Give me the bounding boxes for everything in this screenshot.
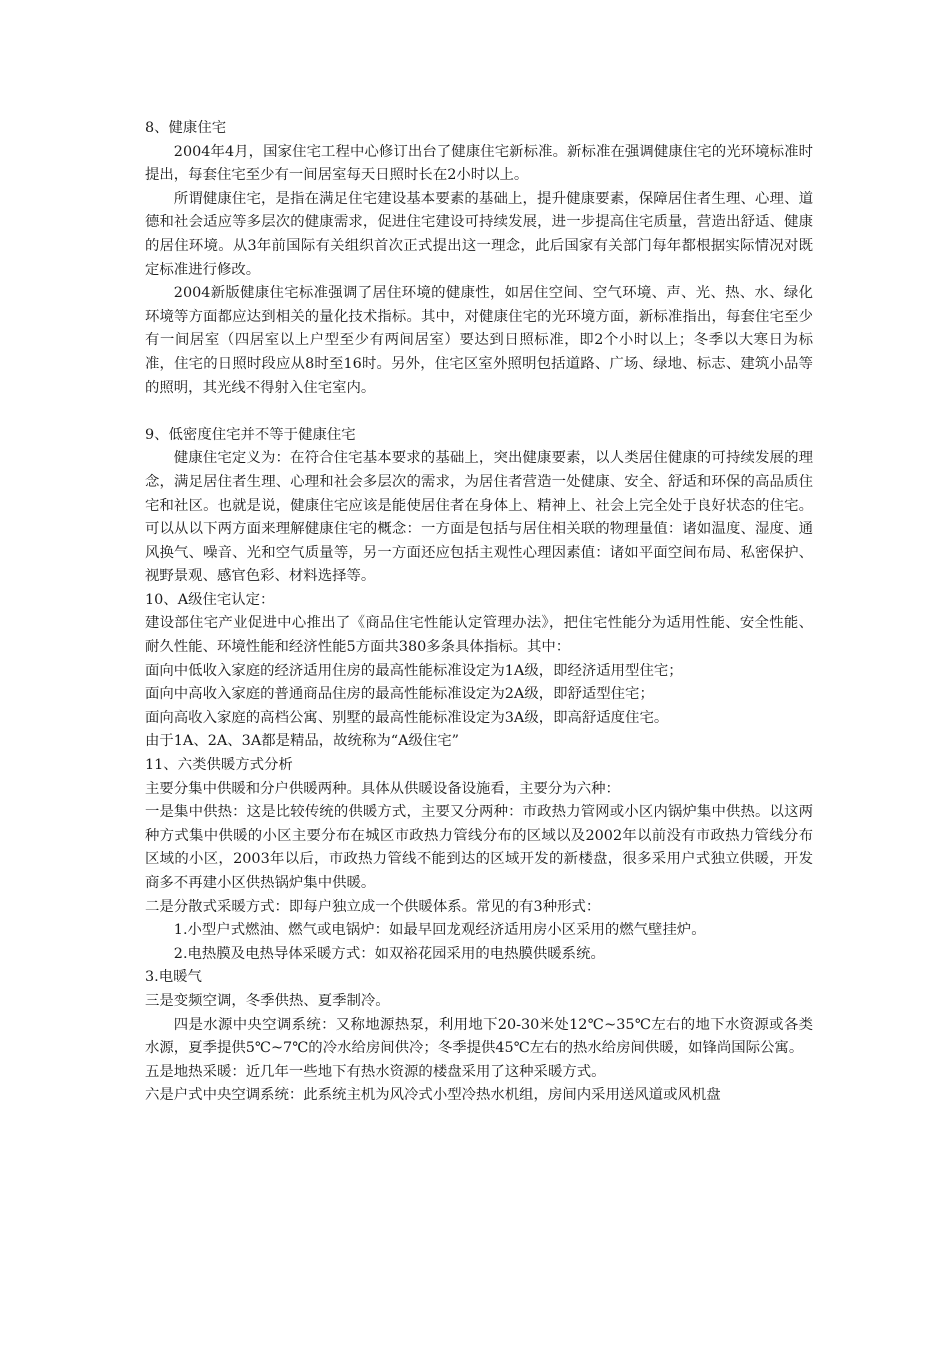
section-9-paragraph-1: 健康住宅定义为：在符合住宅基本要求的基础上，突出健康要素，以人类居住健康的可持续发展的理念，满足居住者生理、心理和社会多层次的需求，为居住者营造一处健康、安全、舒适和环保的高品质住宅和社区。也就是说，健康住宅应该是能使居住者在身体上、精神上、社会上完全处于良好状态的住宅。可以从以下两方面来理解健康住宅的概念：一方面是包括与居住相关联的物理量值：诸如温度、湿度、通风换气、噪音、光和空气质量等，另一方面还应包括主观性心理因素值：诸如平面空间布局、私密保护、视野景观、感官色彩、材料选择等。 [145,450,813,585]
section-10-line-3: 面向中高收入家庭的普通商品住房的最高性能标准设定为2A级，即舒适型住宅； [145,686,654,703]
section-11-line-2: 一是集中供热：这是比较传统的供暖方式，主要又分两种：市政热力管网或小区内锅炉集中供热。以这两种方式集中供暖的小区主要分布在城区市政热力管线分布的区域以及2002年以前没有市政热力管线分布区域的小区，2003年以后，市政热力管线不能到达的区域开发的新楼盘，很多采用户式独立供暖，开发商多不再建小区供热锅炉集中供暖。 [145,804,813,891]
section-10-line-4: 面向高收入家庭的高档公寓、别墅的最高性能标准设定为3A级，即高舒适度住宅。 [145,709,669,726]
section-11-heading: 11、六类供暖方式分析 [145,757,293,774]
section-10-line-1: 建设部住宅产业促进中心推出了《商品住宅性能认定管理办法》，把住宅性能分为适用性能、安全性能、耐久性能、环境性能和经济性能5方面共380多条具体指标。其中： [145,615,813,656]
section-11-tail-line-2: 三是变频空调，冬季供热、夏季制冷。 [145,992,390,1009]
section-11-final-line-1: 五是地热采暖：近几年一些地下有热水资源的楼盘采用了这种采暖方式。 [145,1063,606,1080]
section-spacer [145,400,813,424]
section-11-indented-paragraph: 四是水源中央空调系统：又称地源热泵，利用地下20-30米处12℃~35℃左右的地下水资源或各类水源，夏季提供5℃~7℃的冷水给房间供冷；冬季提供45℃左右的热水给房间供暖，如锋尚国际公寓。 [145,1016,813,1057]
section-8-paragraph-1: 2004年4月，国家住宅工程中心修订出台了健康住宅新标准。新标准在强调健康住宅的光环境标准时提出，每套住宅至少有一间居室每天日照时长在2小时以上。 [145,143,813,184]
section-8-paragraph-3: 2004新版健康住宅标准强调了居住环境的健康性，如居住空间、空气环境、声、光、热、水、绿化环境等方面都应达到相关的量化技术指标。其中，对健康住宅的光环境方面，新标准指出，每套住宅至少有一间居室（四居室以上户型至少有两间居室）要达到日照标准，即2个小时以上；冬季以大寒日为标准，住宅的日照时段应从8时至16时。另外，住宅区室外照明包括道路、广场、绿地、标志、建筑小品等的照明，其光线不得射入住宅室内。 [145,285,813,396]
section-10-line-2: 面向中低收入家庭的经济适用住房的最高性能标准设定为1A级，即经济适用型住宅； [145,662,683,679]
section-8-paragraph-2: 所谓健康住宅，是指在满足住宅建设基本要素的基础上，提升健康要素，保障居住者生理、心理、道德和社会适应等多层次的健康需求，促进住宅建设可持续发展，进一步提高住宅质量，营造出舒适、健康的居住环境。从3年前国际有关组织首次正式提出这一理念，此后国家有关部门每年都根据实际情况对既定标准进行修改。 [145,190,813,278]
document-page [145,117,813,1108]
section-8-heading: 8、健康住宅 [145,120,227,136]
section-11-tail-line-1: 3.电暖气 [145,969,202,986]
section-11-final-line-2: 六是户式中央空调系统：此系统主机为风冷式小型冷热水机组，房间内采用送风道或风机盘 [145,1087,721,1104]
section-9-heading: 9、低密度住宅并不等于健康住宅 [145,426,356,443]
section-11-item-1: 1.小型户式燃油、燃气或电锅炉：如最早回龙观经济适用房小区采用的燃气壁挂炉。 [173,922,706,939]
section-10-heading: 10、A级住宅认定： [145,591,275,608]
section-11-line-3: 二是分散式采暖方式：即每户独立成一个供暖体系。常见的有3种形式： [145,898,601,915]
section-11-line-1: 主要分集中供暖和分户供暖两种。具体从供暖设备设施看，主要分为六种： [145,780,620,797]
section-10-line-5: 由于1A、2A、3A都是精品，故统称为“A级住宅” [145,733,460,750]
section-11-item-2: 2.电热膜及电热导体采暖方式：如双裕花园采用的电热膜供暖系统。 [173,945,605,962]
